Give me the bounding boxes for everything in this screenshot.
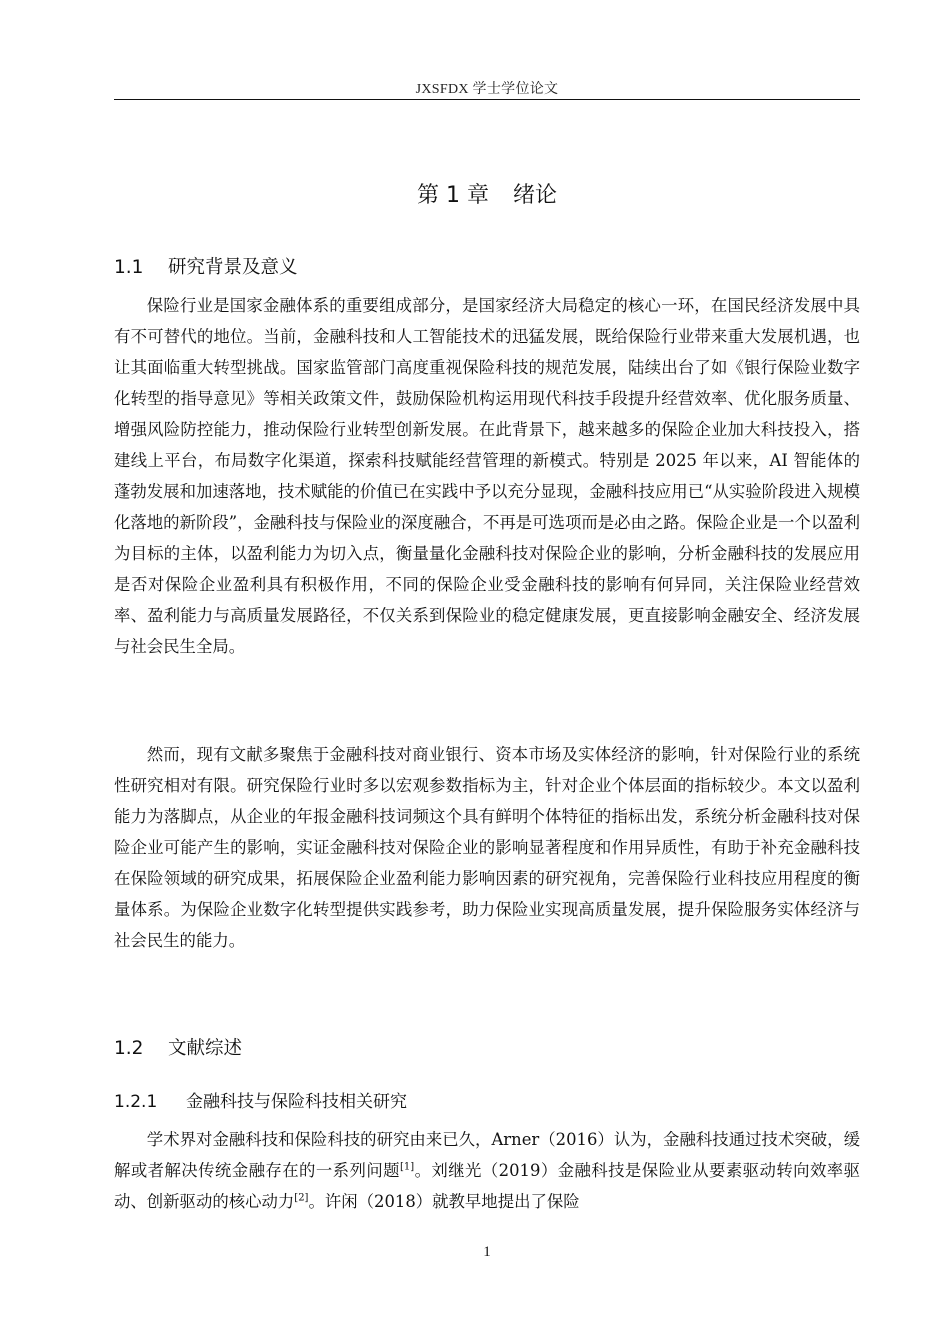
section-number: 1.2 xyxy=(114,1038,144,1059)
paragraph-text: 。许闲（2018）就教早地提出了保险 xyxy=(308,1192,580,1211)
citation-1[interactable]: [1] xyxy=(399,1161,415,1173)
page-number: 1 xyxy=(483,1244,491,1260)
subsection-title: 金融科技与保险科技相关研究 xyxy=(186,1092,407,1112)
paragraph-text: 。刘继光（2019）金融科技是保险业从要素驱动转向效率驱动、创新驱动的核心动力 xyxy=(114,1161,860,1211)
body-paragraph-1: 保险行业是国家金融体系的重要组成部分，是国家经济大局稳定的核心一环，在国民经济发展中具有不可替代的地位。当前，金融科技和人工智能技术的迅猛发展，既给保险行业带来重大发展机遇，也让其面临重大转型挑战。国家监管部门高度重视保险科技的规范发展，陆续出台了如《银行保险业数字化转型的指导意见》等相关政策文件，鼓励保险机构运用现代科技手段提升经营效率、优化服务质量、增强风险防控能力，推动保险行业转型创新发展。在此背景下，越来越多的保险企业加大科技投入，搭建线上平台，布局数字化渠道，探索科技赋能经营管理的新模式。特别是 2025 年以来，AI 智能体的蓬勃发展和加速落地，技术赋能的价值已在实践中予以充分显现，金融科技应用已“从实验阶段进入规模化落地的新阶段”，金融科技与保险业的深度融合，不再是可选项而是必由之路。保险企业是一个以盈利为目标的主体，以盈利能力为切入点，衡量量化金融科技对保险企业的影响，分析金融科技的发展应用是否对保险企业盈利具有积极作用，不同的保险企业受金融科技的影响有何异同，关注保险业经营效率、盈利能力与高质量发展路径，不仅关系到保险业的稳定健康发展，更直接影响金融安全、经济发展与社会民生全局。 xyxy=(114,296,860,656)
citation-2[interactable]: [2] xyxy=(294,1192,309,1204)
body-paragraph-3 xyxy=(114,1124,860,1217)
body-paragraph-2: 然而，现有文献多聚焦于金融科技对商业银行、资本市场及实体经济的影响，针对保险行业的系统性研究相对有限。研究保险行业时多以宏观参数指标为主，针对企业个体层面的指标较少。本文以盈利能力为落脚点，从企业的年报金融科技词频这个具有鲜明个体特征的指标出发，系统分析金融科技对保险企业可能产生的影响，实证金融科技对保险企业的影响显著程度和作用异质性，有助于补充金融科技在保险领域的研究成果，拓展保险企业盈利能力影响因素的研究视角，完善保险行业科技应用程度的衡量体系。为保险企业数字化转型提供实践参考，助力保险业实现高质量发展，提升保险服务实体经济与社会民生的能力。 xyxy=(114,745,860,950)
chapter-name: 绪论 xyxy=(512,183,557,208)
section-title: 研究背景及意义 xyxy=(168,257,298,278)
section-heading-1-2 xyxy=(114,1034,242,1060)
chapter-number: 第 1 章 xyxy=(417,183,489,208)
section-title: 文献综述 xyxy=(168,1038,243,1059)
paragraph-text: 学术界对金融科技和保险科技的研究由来已久，Arner（2016）认为，金融科技通过技术突破，缓解或者解决传统金融存在的一系列问题 xyxy=(114,1130,860,1180)
subsection-heading-1-2-1 xyxy=(114,1087,407,1112)
subsection-number: 1.2.1 xyxy=(114,1092,158,1112)
section-number: 1.1 xyxy=(114,257,144,278)
section-heading-1-1 xyxy=(114,253,298,279)
chapter-title xyxy=(114,178,860,209)
header-rule xyxy=(114,99,860,100)
running-header: JXSFDX 学士学位论文 xyxy=(415,82,559,97)
